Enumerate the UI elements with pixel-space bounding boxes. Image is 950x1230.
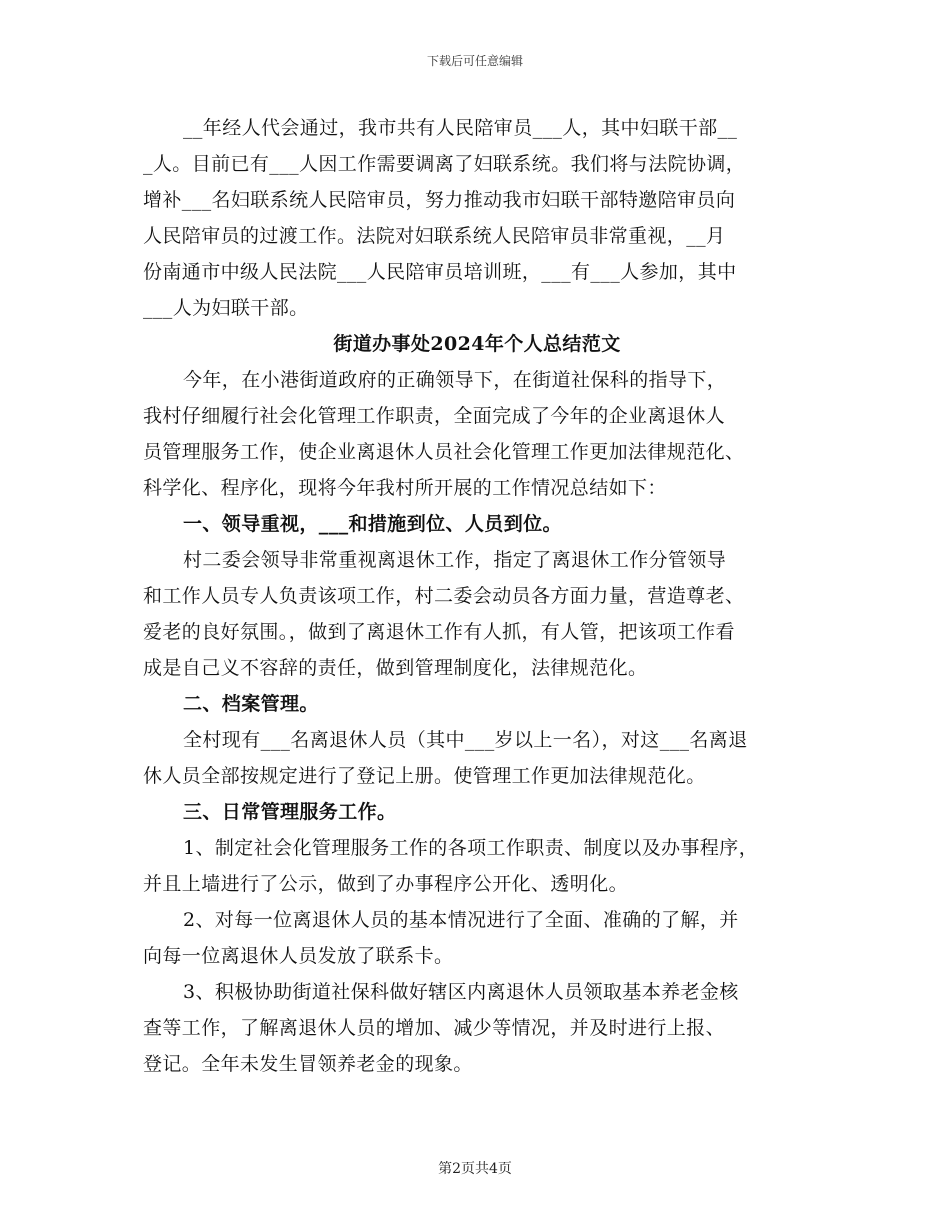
text-line: ___人为妇联干部。 bbox=[143, 297, 309, 319]
document-title: 街道办事处2024年个人总结范文 bbox=[333, 333, 621, 355]
text-line: 全村现有___名离退休人员（其中___岁以上一名），对这___名离退 bbox=[183, 729, 748, 751]
text-line: 休人员全部按规定进行了登记上册。使管理工作更加法律规范化。 bbox=[143, 765, 706, 787]
text-line: 向每一位离退休人员发放了联系卡。 bbox=[143, 945, 454, 967]
text-line: 村二委会领导非常重视离退休工作，指定了离退休工作分管领导 bbox=[183, 549, 727, 571]
text-line: 我村仔细履行社会化管理工作职责，全面完成了今年的企业离退休人 bbox=[143, 405, 726, 427]
text-line: 查等工作，了解离退休人员的增加、减少等情况，并及时进行上报、 bbox=[143, 1017, 726, 1039]
section-heading: 二、档案管理。 bbox=[183, 693, 319, 715]
text-line: 和工作人员专人负责该项工作，村二委会动员各方面力量，营造尊老、 bbox=[143, 585, 745, 607]
text-line: 增补___名妇联系统人民陪审员，努力推动我市妇联干部特邀陪审员向 bbox=[143, 189, 736, 211]
text-line: 成是自己义不容辞的责任，做到管理制度化，法律规范化。 bbox=[143, 657, 648, 679]
text-line: 1、制定社会化管理服务工作的各项工作职责、制度以及办事程序， bbox=[183, 837, 759, 859]
page-footer: 第2页共4页 bbox=[438, 1161, 512, 1177]
document-body bbox=[143, 110, 811, 1082]
section-heading: 一、领导重视，___和措施到位、人员到位。 bbox=[183, 513, 562, 535]
text-line: 2、对每一位离退休人员的基本情况进行了全面、准确的了解，并 bbox=[183, 909, 739, 931]
text-line: 份南通市中级人民法院___人民陪审员培训班，___有___人参加，其中 bbox=[143, 261, 737, 283]
page-header: 下载后可任意编辑 bbox=[426, 54, 523, 68]
text-line: 3、积极协助街道社保科做好辖区内离退休人员领取基本养老金核 bbox=[183, 981, 739, 1003]
text-line: 爱老的良好氛围。，做到了离退休工作有人抓，有人管，把该项工作看 bbox=[143, 621, 735, 643]
section-heading: 三、日常管理服务工作。 bbox=[183, 801, 397, 823]
text-line: 员管理服务工作，使企业离退休人员社会化管理工作更加法律规范化、 bbox=[143, 441, 745, 463]
text-line: 今年，在小港街道政府的正确领导下，在街道社保科的指导下， bbox=[183, 369, 727, 391]
text-line: _人。目前已有___人因工作需要调离了妇联系统。我们将与法院协调， bbox=[143, 153, 746, 175]
text-line: 登记。全年未发生冒领养老金的现象。 bbox=[143, 1053, 473, 1075]
text-line: __年经人代会通过，我市共有人民陪审员___人，其中妇联干部__ bbox=[183, 117, 738, 139]
text-line: 人民陪审员的过渡工作。法院对妇联系统人民陪审员非常重视，__月 bbox=[143, 225, 726, 247]
text-line: 科学化、程序化，现将今年我村所开展的工作情况总结如下： bbox=[143, 477, 667, 499]
text-line: 并且上墙进行了公示，做到了办事程序公开化、透明化。 bbox=[143, 873, 629, 895]
